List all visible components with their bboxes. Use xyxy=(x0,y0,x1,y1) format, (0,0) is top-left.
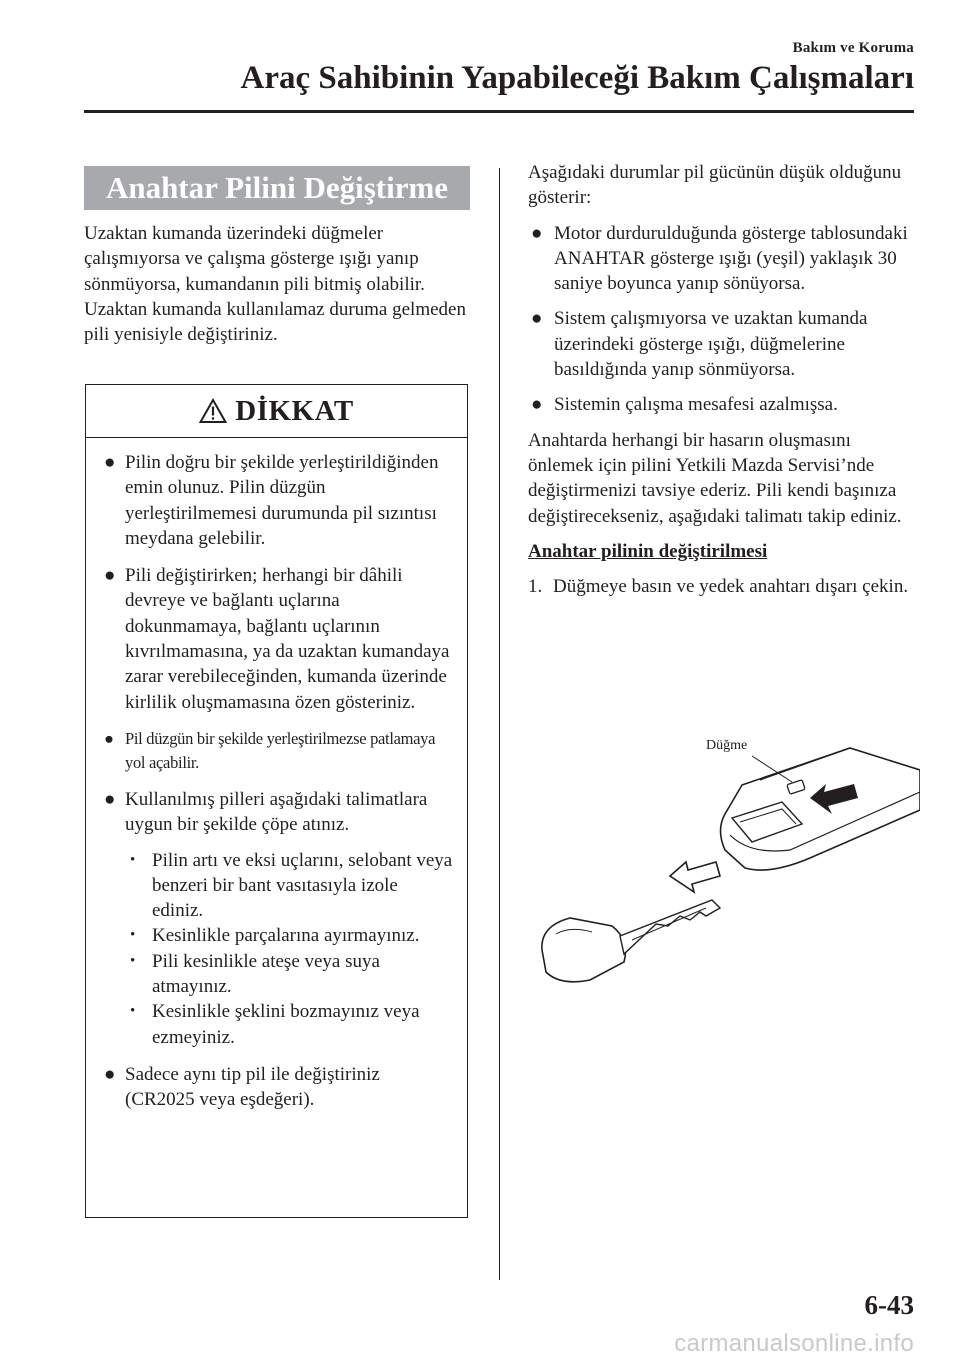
caution-header xyxy=(86,385,467,438)
bullet-icon: ● xyxy=(104,452,116,473)
column-divider xyxy=(499,168,500,1280)
watermark: carmanualsonline.info xyxy=(674,1330,914,1357)
caution-subitem xyxy=(125,923,453,948)
caution-item-text: Pilin doğru bir şekilde yerleştirildiğinden emin olunuz. Pilin düzgün yerleştirilmemesi durumunda pil sızıntısı meydana gelebilir. xyxy=(125,452,439,549)
caution-subitem xyxy=(125,999,453,1050)
page-title: Araç Sahibinin Yapabileceği Bakım Çalışmaları xyxy=(240,60,914,96)
bullet-icon: ● xyxy=(531,308,543,330)
bullet-icon: ● xyxy=(104,728,114,748)
advice-paragraph: Anahtarda herhangi bir hasarın oluşmasını önlemek için pilini Yetkili Mazda Servisi’nde değiştirmenizi tavsiye ederiz. Pili kendi başınıza değiştirecekseniz, aşağıdaki talimatı takip ediniz. xyxy=(528,429,902,527)
symptom-item xyxy=(528,392,920,417)
warning-triangle-icon xyxy=(199,398,227,424)
bullet-icon: ● xyxy=(104,1063,116,1085)
sub-bullet-icon: • xyxy=(130,1003,136,1020)
sub-bullet-icon: • xyxy=(130,927,136,944)
subheading: Anahtar pilinin değiştirilmesi xyxy=(528,540,768,562)
caution-item-text: Pil düzgün bir şekilde yerleştirilmezse patlamaya yol açabilir. xyxy=(125,728,436,772)
symptom-text: Sistem çalışmıyorsa ve uzaktan kumanda üzerindeki gösterge ışığı, düğmelerine basıldığında yanıp sönmüyorsa. xyxy=(554,308,868,381)
symptom-item xyxy=(528,306,920,382)
caution-subitem xyxy=(125,949,453,1000)
header-rule xyxy=(84,110,914,113)
intro-paragraph-2: Uzaktan kumanda kullanılamaz duruma gelmeden pili yenisiyle değiştiriniz. xyxy=(84,298,466,346)
caution-item xyxy=(100,563,453,715)
bullet-icon: ● xyxy=(531,222,543,244)
section-banner: Anahtar Pilini Değiştirme xyxy=(84,166,470,210)
intro-paragraph-1: Uzaktan kumanda üzerindeki düğmeler çalışmıyorsa ve çalışma gösterge ışığı yanıp sönmüyorsa, kumandanın pili bitmiş olabilir. xyxy=(84,223,425,295)
page-number: 6-43 xyxy=(864,1290,914,1320)
sub-bullet-icon: • xyxy=(130,851,136,868)
caution-subitem-text: Kesinlikle şeklini bozmayınız veya ezmeyiniz. xyxy=(152,1001,420,1048)
caution-item-text: Kullanılmış pilleri aşağıdaki talimatlara uygun bir şekilde çöpe atınız. xyxy=(125,788,428,836)
right-column xyxy=(528,160,920,599)
section-label: Bakım ve Koruma xyxy=(792,40,914,56)
symptom-text: Motor durdurulduğunda gösterge tablosundaki ANAHTAR gösterge ışığı (yeşil) yaklaşık 30 saniye boyunca yanıp sönüyorsa. xyxy=(554,222,908,295)
right-intro: Aşağıdaki durumlar pil gücünün düşük olduğunu gösterir: xyxy=(528,162,902,209)
symptom-text: Sistemin çalışma mesafesi azalmışsa. xyxy=(554,394,838,416)
caution-item xyxy=(100,787,453,1050)
caution-item-text: Pili değiştirirken; herhangi bir dâhili devreye ve bağlantı uçlarına dokunmamaya, bağlantı uçlarının kıvrılmamasına, ya da uzaktan kumandaya zarar verebileceğinden, kumanda üzerinde kirlilik oluşmamasına özen gösteriniz. xyxy=(125,565,450,713)
figure-label: Düğme xyxy=(706,738,748,753)
caution-subitem xyxy=(125,848,453,924)
caution-item-text: Sadece aynı tip pil ile değiştiriniz (CR2025 veya eşdeğeri). xyxy=(125,1063,380,1111)
symptom-item xyxy=(528,221,920,297)
key-fob-drawing xyxy=(520,740,920,990)
step-item xyxy=(528,574,920,599)
bullet-icon: ● xyxy=(104,788,116,810)
caution-title: DİKKAT xyxy=(235,394,354,427)
step-number: 1. xyxy=(528,576,543,598)
bullet-icon: ● xyxy=(104,565,116,587)
caution-subitem-text: Pili kesinlikle ateşe veya suya atmayınız. xyxy=(152,950,380,998)
intro-text xyxy=(84,221,470,347)
caution-item xyxy=(100,1062,453,1113)
caution-item xyxy=(100,450,453,551)
caution-subitem-text: Pilin artı ve eksi uçlarını, selobant veya benzeri bir bant vasıtasıyla izole ediniz. xyxy=(152,849,453,922)
caution-subitem-text: Kesinlikle parçalarına ayırmayınız. xyxy=(152,925,420,947)
sub-bullet-icon: • xyxy=(130,952,136,969)
bullet-icon: ● xyxy=(531,394,543,416)
key-illustration xyxy=(520,740,920,990)
caution-body xyxy=(86,438,467,1113)
caution-box xyxy=(85,384,468,1218)
caution-sublist xyxy=(125,848,453,1050)
step-text: Düğmeye basın ve yedek anahtarı dışarı çekin. xyxy=(553,576,909,598)
caution-item xyxy=(100,727,453,775)
